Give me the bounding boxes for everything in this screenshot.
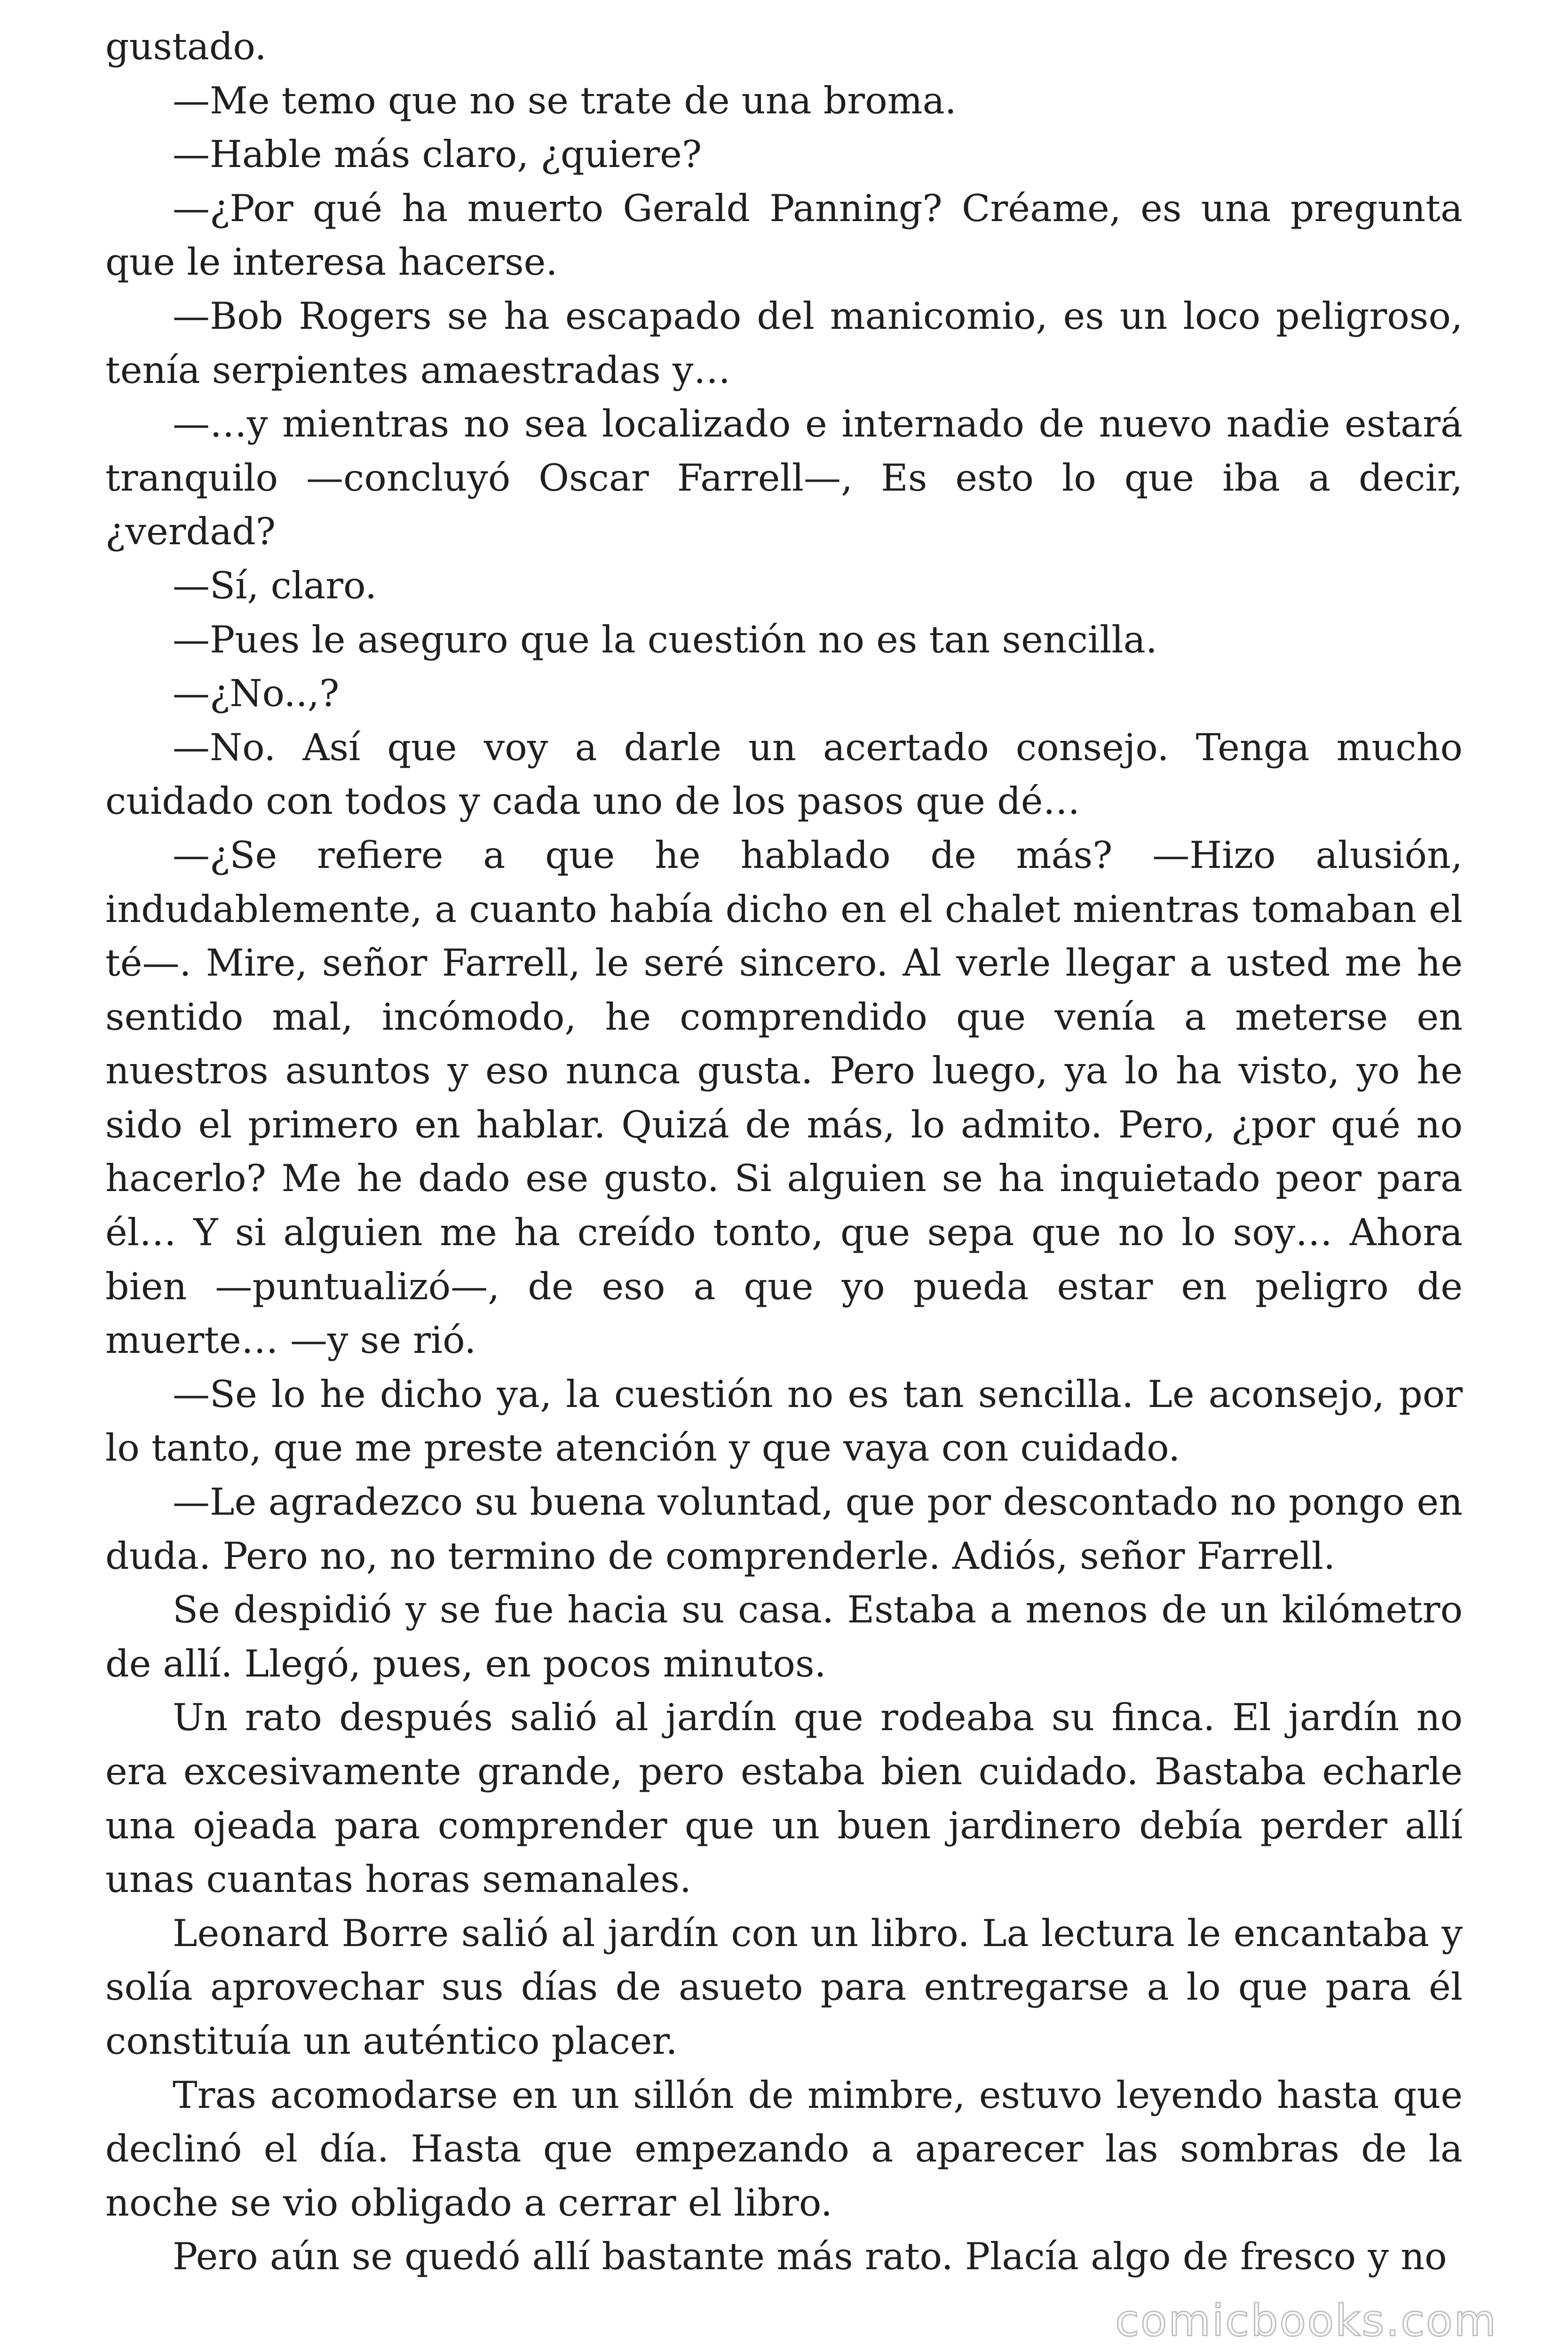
dialogue-line: —Me temo que no se trate de una broma. <box>173 79 957 122</box>
dialogue-line: —¿Se refiere a que he hablado de más? —Hizo alusión, indudablemente, a cuanto había dicho en el chalet mientras tomaban el té—. Mire, señor Farrell, le seré sincero. Al verle llegar a usted me he sentido mal, incómodo, he comprendido que venía a meterse en nuestros asuntos y eso nunca gusta. Pero luego, ya lo ha visto, yo he sido el primero en hablar. Quizá de más, lo admito. Pero, ¿por qué no hacerlo? Me he dado ese gusto. Si alguien se ha inquietado peor para él… Y si alguien me ha creído tonto, que sepa que no lo soy… Ahora bien —puntualizó—, de eso a que yo pueda estar en peligro de muerte… —y se rió. <box>105 833 1463 1362</box>
dialogue-line: —Le agradezco su buena voluntad, que por descontado no pongo en duda. Pero no, no termino de comprenderle. Adiós, señor Farrell. <box>105 1480 1463 1578</box>
narrative-paragraph: Tras acomodarse en un sillón de mimbre, estuvo leyendo hasta que declinó el día. Hasta que empezando a aparecer las sombras de la noche se vio obligado a cerrar el libro. <box>105 2073 1463 2225</box>
dialogue-line: —Sí, claro. <box>173 564 377 607</box>
dialogue-line: —No. Así que voy a darle un acertado consejo. Tenga mucho cuidado con todos y cada uno de los pasos que dé… <box>105 725 1463 823</box>
narrative-paragraph: Un rato después salió al jardín que rodeaba su finca. El jardín no era excesivamente grande, pero estaba bien cuidado. Bastaba echarle una ojeada para comprender que un buen jardinero debía perder allí unas cuantas horas semanales. <box>105 1696 1463 1901</box>
dialogue-line: —Pues le aseguro que la cuestión no es tan sencilla. <box>173 618 1157 661</box>
narrative-paragraph: Pero aún se quedó allí bastante más rato. Placía algo de fresco y no <box>173 2235 1447 2279</box>
dialogue-line: —…y mientras no sea localizado e internado de nuevo nadie estará tranquilo —concluyó Oscar Farrell—, Es esto lo que iba a decir, ¿verdad? <box>105 402 1463 554</box>
dialogue-line: —Se lo he dicho ya, la cuestión no es tan sencilla. Le aconsejo, por lo tanto, que me preste atención y que vaya con cuidado. <box>105 1372 1463 1470</box>
dialogue-line: —Bob Rogers se ha escapado del manicomio, es un loco peligroso, tenía serpientes amaestradas y… <box>105 294 1463 392</box>
dialogue-line: —¿No..,? <box>173 672 340 715</box>
dialogue-line: —Hable más claro, ¿quiere? <box>173 133 702 176</box>
watermark: comicbooks.com <box>1115 2296 1497 2346</box>
paragraph-continued: gustado. <box>105 25 267 68</box>
page-body <box>105 20 1463 2284</box>
narrative-paragraph: Se despidió y se fue hacia su casa. Estaba a menos de un kilómetro de allí. Llegó, pues, en pocos minutos. <box>105 1588 1463 1685</box>
dialogue-line: —¿Por qué ha muerto Gerald Panning? Créame, es una pregunta que le interesa hacerse. <box>105 186 1463 284</box>
narrative-paragraph: Leonard Borre salió al jardín con un libro. La lectura le encantaba y solía aprovechar sus días de asueto para entregarse a lo que para él constituía un auténtico placer. <box>105 1911 1463 2063</box>
